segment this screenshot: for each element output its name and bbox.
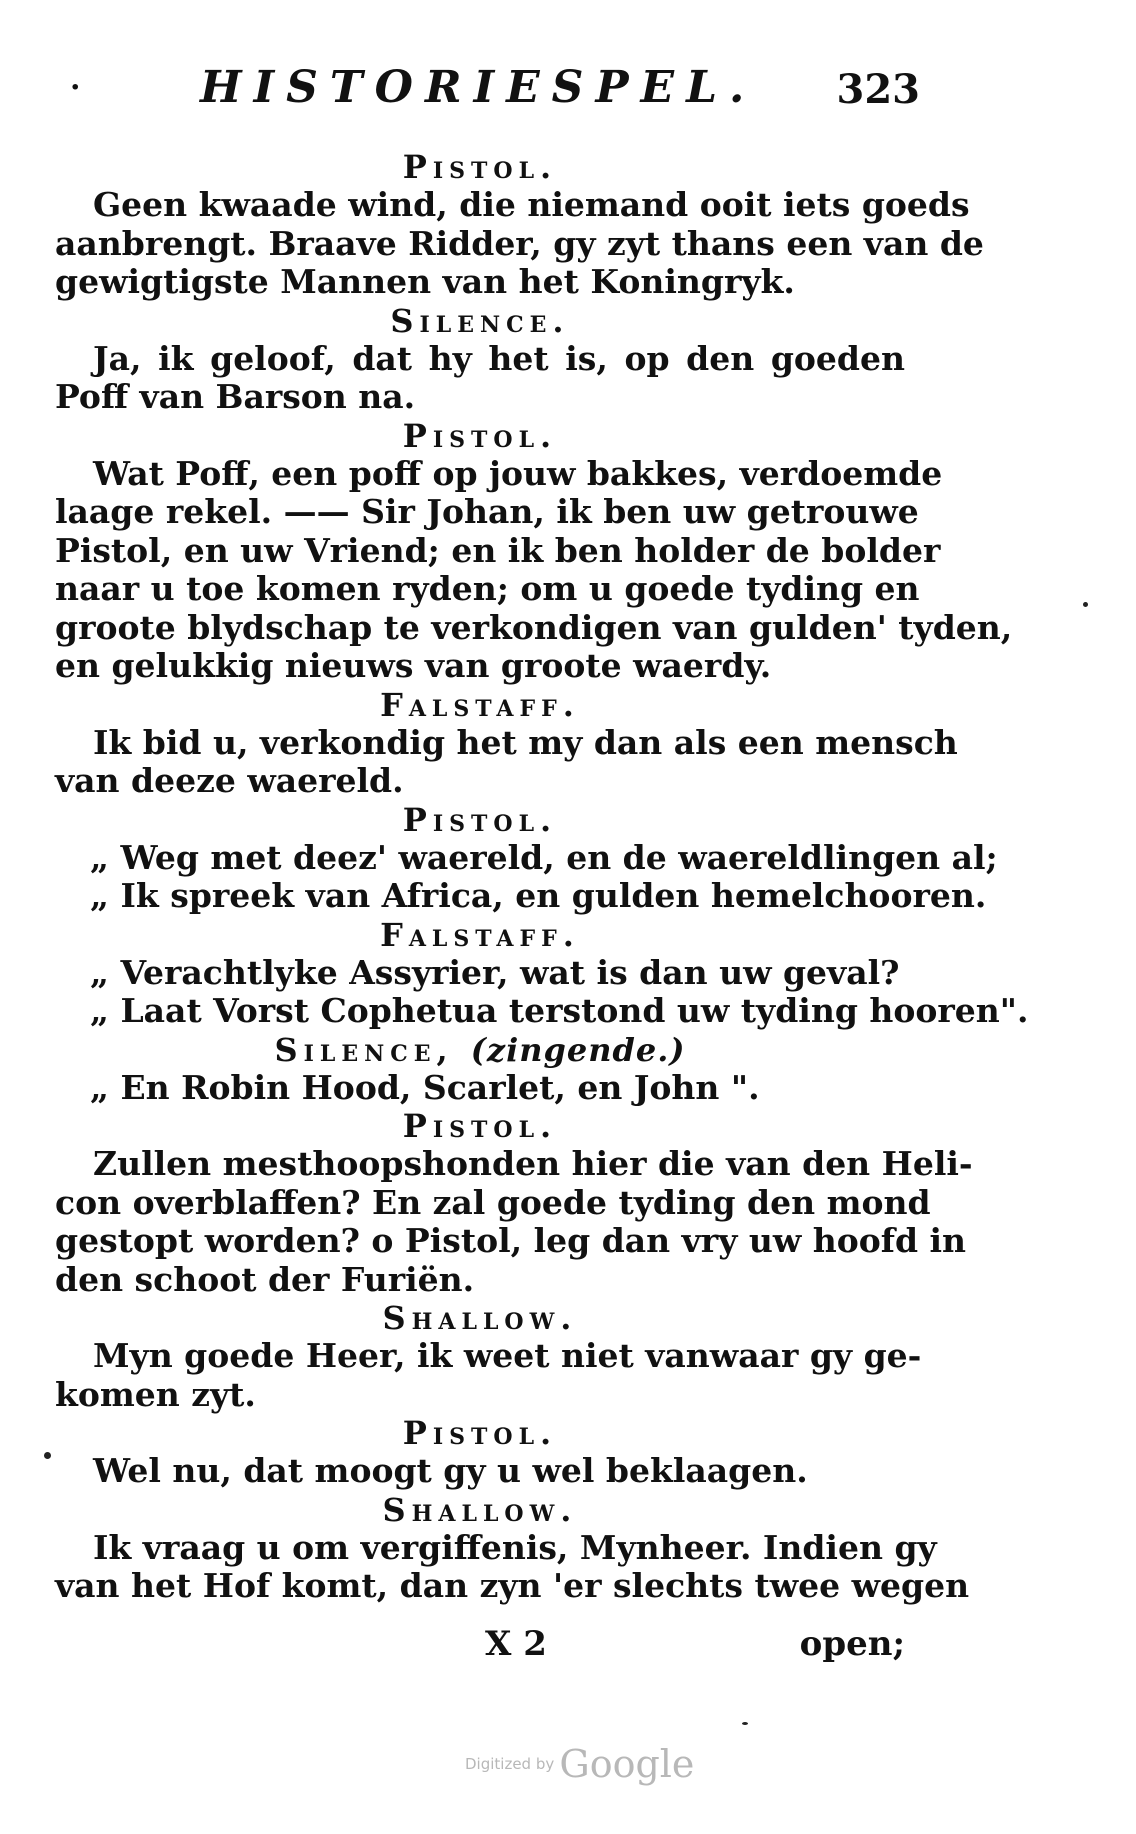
speaker-name bbox=[55, 1414, 905, 1452]
speaker-label: Pistol. bbox=[402, 148, 558, 186]
speaker-label: Silence, bbox=[274, 1030, 454, 1069]
speaker-name bbox=[55, 686, 905, 724]
text-line: van deeze waereld. bbox=[55, 761, 404, 800]
speaker-name bbox=[55, 148, 905, 186]
digitized-watermark bbox=[465, 1742, 705, 1788]
text-line: Ik bid u, verkondig het my dan als een mensch bbox=[93, 722, 958, 762]
decorative-dot: · bbox=[70, 70, 81, 105]
speaker-label: Shallow. bbox=[382, 1490, 578, 1529]
verse-passage bbox=[55, 837, 998, 916]
speech-paragraph bbox=[55, 722, 958, 801]
text-line: gestopt worden? o Pistol, leg dan vry uw hoofd in bbox=[55, 1221, 967, 1260]
speaker-label: Falstaff. bbox=[380, 685, 580, 724]
text-line: Ik vraag u om vergiffenis, Mynheer. Indien gy bbox=[93, 1527, 937, 1567]
text-line: „ En Robin Hood, Scarlet, en John ". bbox=[90, 1067, 760, 1107]
ink-speck bbox=[1083, 602, 1088, 607]
text-line: komen zyt. bbox=[55, 1374, 256, 1414]
text-line: con overblaffen? En zal goede tyding den mond bbox=[55, 1182, 931, 1222]
text-line: van het Hof komt, dan zyn 'er slechts twee wegen bbox=[55, 1566, 970, 1605]
page-number: 323 bbox=[836, 66, 920, 113]
speaker-label: Pistol. bbox=[402, 416, 558, 455]
speech-paragraph bbox=[55, 453, 1013, 686]
speaker-name bbox=[55, 417, 905, 455]
text-line: naar u toe komen ryden; om u goede tyding en bbox=[55, 569, 920, 608]
text-line: Poff van Barson na. bbox=[55, 377, 416, 416]
speaker-name bbox=[55, 801, 905, 839]
speech-paragraph bbox=[55, 1452, 905, 1491]
text-line: en gelukkig nieuws van groote waerdy. bbox=[55, 646, 772, 685]
speaker-label: Silence. bbox=[390, 301, 570, 340]
ink-speck bbox=[742, 1722, 748, 1725]
text-line: Zullen mesthoopshonden hier die van den Heli- bbox=[93, 1144, 973, 1183]
speaker-name bbox=[55, 302, 905, 340]
speaker-label: Falstaff. bbox=[380, 915, 580, 954]
watermark-prefix: Digitized by bbox=[465, 1755, 555, 1773]
text-line: Geen kwaade wind, die niemand ooit iets goeds bbox=[93, 185, 970, 224]
text-line: Wel nu, dat moogt gy u wel beklaagen. bbox=[93, 1451, 808, 1490]
signature-mark: X 2 bbox=[485, 1624, 547, 1664]
running-head: HISTORIESPEL. bbox=[200, 62, 757, 113]
speaker-label: Pistol. bbox=[402, 1107, 558, 1145]
text-line: „ Weg met deez' waereld, en de waereldlingen al; bbox=[90, 837, 998, 877]
text-line: laage rekel. —— Sir Johan, ik ben uw getrouwe bbox=[55, 492, 919, 531]
speaker-name bbox=[55, 1299, 905, 1337]
text-line: Ja, ik geloof, dat hy het is, op den goeden bbox=[93, 338, 905, 378]
text-line: groote blydschap te verkondigen van gulden' tyden, bbox=[55, 607, 1013, 647]
catchword: open; bbox=[799, 1624, 905, 1664]
text-line: „ Ik spreek van Africa, en gulden hemelchooren. bbox=[90, 876, 987, 915]
speech-paragraph bbox=[55, 1527, 970, 1606]
text-body bbox=[55, 148, 1029, 1606]
text-line: „ Laat Vorst Cophetua terstond uw tyding hooren". bbox=[90, 991, 1029, 1030]
ink-speck bbox=[44, 1452, 51, 1459]
speech-paragraph bbox=[55, 1144, 973, 1299]
speech-paragraph bbox=[55, 340, 905, 417]
text-line: Wat Poff, een poff op jouw bakkes, verdoemde bbox=[93, 453, 943, 493]
page-header bbox=[70, 62, 930, 122]
speaker-name bbox=[55, 1491, 905, 1529]
speech-paragraph bbox=[55, 1336, 922, 1414]
text-line: gewigtigste Mannen van het Koningryk. bbox=[55, 262, 795, 301]
speaker-label: Shallow. bbox=[382, 1299, 578, 1337]
page-footer bbox=[55, 1624, 905, 1668]
text-line: aanbrengt. Braave Ridder, gy zyt thans een van de bbox=[55, 223, 984, 263]
speaker-label: Pistol. bbox=[402, 1414, 558, 1452]
stage-direction: (zingende.) bbox=[470, 1030, 686, 1069]
verse-passage bbox=[55, 952, 1029, 1031]
speaker-name bbox=[55, 916, 905, 954]
watermark-brand: Google bbox=[559, 1742, 695, 1786]
speech-paragraph bbox=[55, 185, 984, 302]
speaker-name bbox=[55, 1107, 905, 1145]
text-line: den schoot der Furiën. bbox=[55, 1259, 475, 1299]
speaker-name bbox=[55, 1031, 905, 1069]
text-line: Pistol, en uw Vriend; en ik ben holder de bolder bbox=[55, 530, 941, 570]
text-line: „ Verachtlyke Assyrier, wat is dan uw geval? bbox=[90, 952, 900, 992]
text-line: Myn goede Heer, ik weet niet vanwaar gy ge- bbox=[93, 1336, 922, 1375]
verse-passage bbox=[55, 1069, 905, 1108]
speaker-label: Pistol. bbox=[402, 800, 558, 839]
